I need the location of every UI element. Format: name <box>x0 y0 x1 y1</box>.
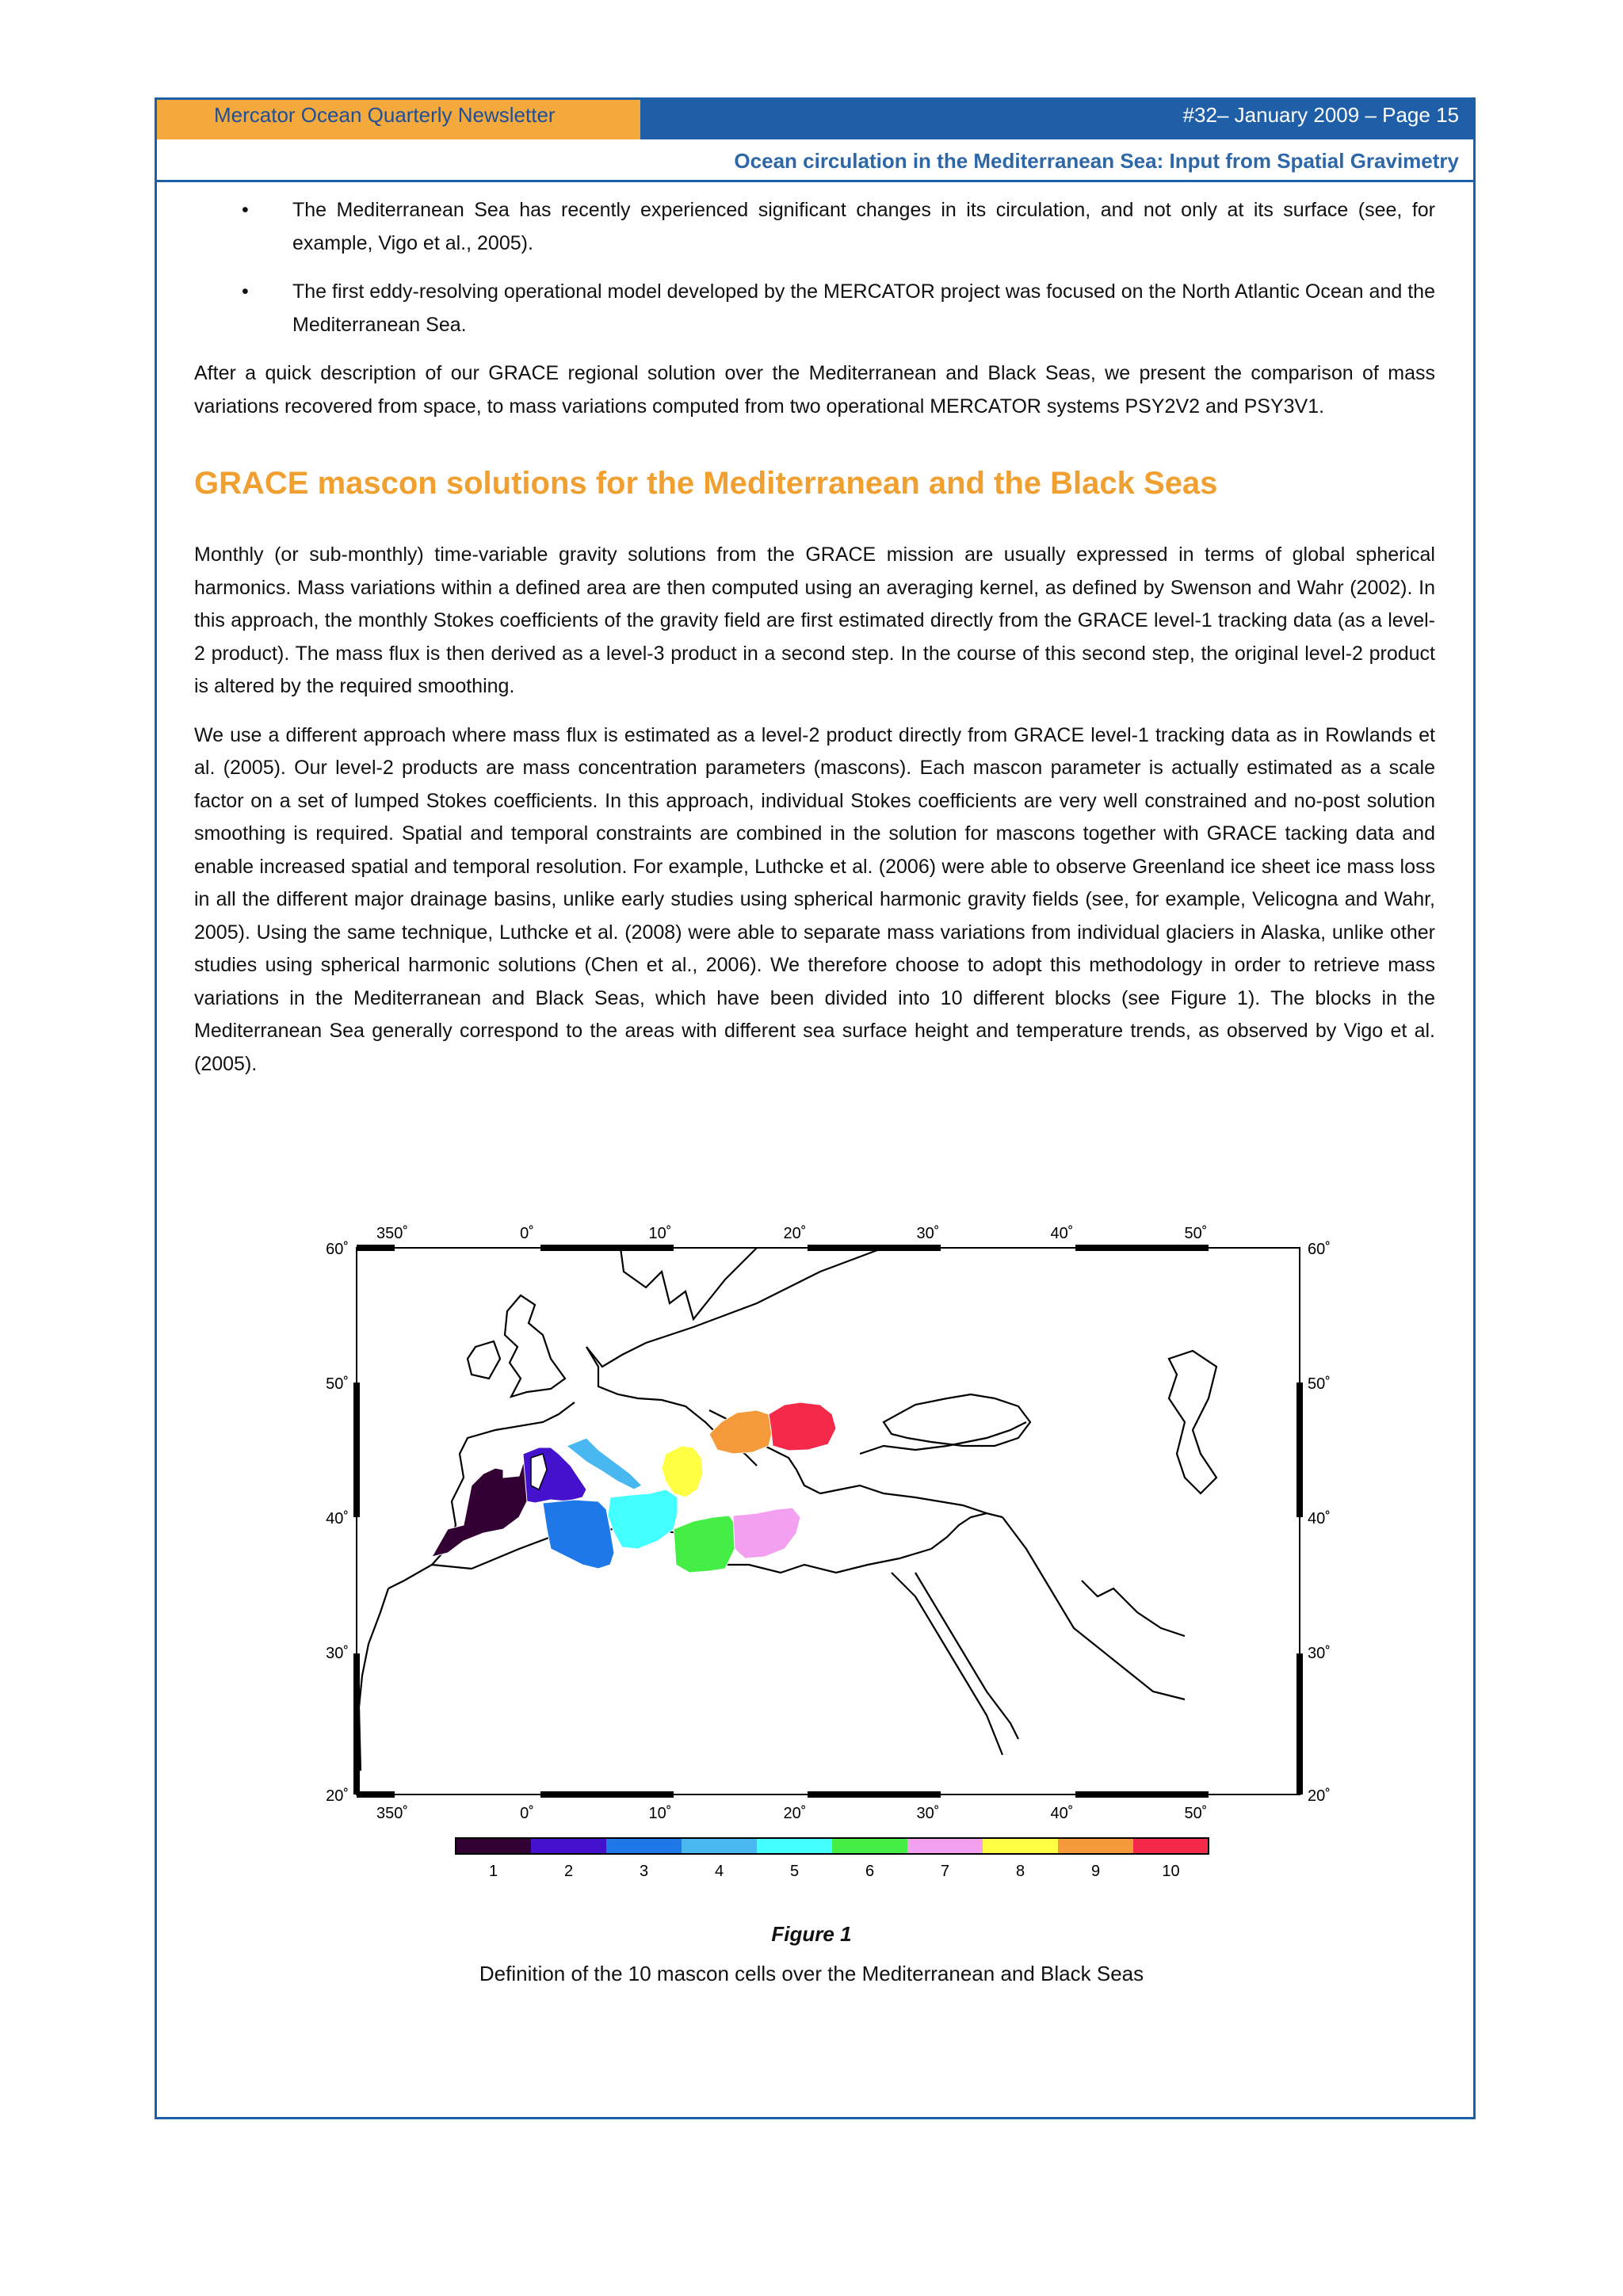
lon-label: 30˚ <box>916 1225 940 1242</box>
colorbar-swatch <box>983 1838 1058 1854</box>
bullet-item <box>194 194 1435 260</box>
colorbar-label: 5 <box>789 1863 800 1880</box>
bullet-text: The first eddy-resolving operational model developed by the MERCATOR project was focused on the North Atlantic Ocean and the Mediterranean Sea. <box>292 280 1435 336</box>
lon-label: 10˚ <box>648 1805 672 1822</box>
issue-page-label: #32– January 2009 – Page 15 <box>640 100 1473 139</box>
newsletter-title: Mercator Ocean Quarterly Newsletter <box>157 100 640 139</box>
lat-label: 30˚ <box>326 1645 349 1662</box>
colorbar <box>456 1838 1209 1880</box>
colorbar-swatch <box>832 1838 907 1854</box>
lat-label: 20˚ <box>1308 1787 1331 1805</box>
mascon-cell-10 <box>769 1402 836 1451</box>
colorbar-swatch <box>606 1838 682 1854</box>
lat-label: 50˚ <box>326 1375 349 1393</box>
bullet-text: The Mediterranean Sea has recently experienced significant changes in its circulation, and not only at its surface (see, for example, Vigo et al., 2005). <box>292 199 1435 254</box>
colorbar-swatch <box>682 1838 757 1854</box>
lon-label: 350˚ <box>376 1225 409 1242</box>
colorbar-label: 8 <box>1015 1863 1025 1880</box>
figure-title: Figure 1 <box>771 1922 852 1946</box>
lon-label: 20˚ <box>783 1225 807 1242</box>
article-title: Ocean circulation in the Mediterranean Sea: Input from Spatial Gravimetry <box>157 139 1473 182</box>
colorbar-label: 2 <box>563 1863 574 1880</box>
colorbar-label: 10 <box>1162 1863 1180 1880</box>
colorbar-label: 7 <box>940 1863 950 1880</box>
colorbar-swatch <box>1133 1838 1209 1854</box>
bullet-item <box>194 276 1435 341</box>
colorbar-label: 4 <box>714 1863 724 1880</box>
colorbar-swatch <box>907 1838 983 1854</box>
figure-caption: Definition of the 10 mascon cells over the Mediterranean and Black Seas <box>479 1962 1144 1985</box>
lat-label: 30˚ <box>1308 1645 1331 1662</box>
lat-labels-right <box>1308 1241 1331 1805</box>
colorbar-swatch <box>1058 1838 1133 1854</box>
lon-labels-bottom <box>376 1805 1207 1822</box>
lon-label: 50˚ <box>1184 1225 1208 1242</box>
colorbar-swatch <box>456 1838 531 1854</box>
lat-label: 40˚ <box>326 1510 349 1527</box>
lat-label: 20˚ <box>326 1787 349 1805</box>
article-body <box>194 194 1435 1097</box>
colorbar-swatch <box>757 1838 832 1854</box>
intro-paragraph: After a quick description of our GRACE regional solution over the Mediterranean and Black Seas, we present the comparison of mass variations recovered from space, to mass variations computed from two operational MERCATOR systems PSY2V2 and PSY3V1. <box>194 362 1435 418</box>
colorbar-label: 9 <box>1090 1863 1101 1880</box>
lon-label: 30˚ <box>916 1805 940 1822</box>
lon-label: 350˚ <box>376 1805 409 1822</box>
lon-label: 0˚ <box>520 1225 534 1242</box>
lat-labels-left <box>326 1241 349 1805</box>
lat-label: 50˚ <box>1308 1375 1331 1393</box>
body-paragraph: Monthly (or sub-monthly) time-variable gravity solutions from the GRACE mission are usually expressed in terms of global spherical harmonics. Mass variations within a defined area are then computed using an averaging kernel, as defined by Swenson and Wahr (2002). In this approach, the monthly Stokes coefficients of the gravity field are first estimated directly from the GRACE level-1 tracking data (as a level-2 product). The mass flux is then derived as a level-3 product in a second step. In the course of this second step, the original level-2 product is altered by the required smoothing. <box>194 543 1435 697</box>
lat-label: 60˚ <box>1308 1241 1331 1258</box>
colorbar-swatch <box>531 1838 606 1854</box>
bullet-icon: • <box>242 280 249 303</box>
lon-label: 40˚ <box>1050 1805 1074 1822</box>
colorbar-label: 1 <box>488 1863 498 1880</box>
lon-labels-top <box>376 1225 1207 1242</box>
lon-label: 40˚ <box>1050 1225 1074 1242</box>
mascon-map <box>313 1216 1343 1897</box>
lat-label: 60˚ <box>326 1241 349 1258</box>
colorbar-label: 6 <box>865 1863 875 1880</box>
lon-label: 50˚ <box>1184 1805 1208 1822</box>
lat-label: 40˚ <box>1308 1510 1331 1527</box>
lon-label: 10˚ <box>648 1225 672 1242</box>
lon-label: 0˚ <box>520 1805 534 1822</box>
bullet-icon: • <box>242 199 249 221</box>
lon-label: 20˚ <box>783 1805 807 1822</box>
section-heading: GRACE mascon solutions for the Mediterranean and the Black Seas <box>194 466 1218 501</box>
body-paragraph: We use a different approach where mass flux is estimated as a level-2 product directly from GRACE level-1 tracking data as in Rowlands et al. (2005). Our level-2 products are mass concentration parameters (mascons). Each mascon parameter is actually estimated as a scale factor on a set of lumped Stokes coefficients. In this approach, individual Stokes coefficients are very well constrained and no-post solution smoothing is required. Spatial and temporal constraints are combined in the solution for mascons together with GRACE tacking data and enable increased spatial and temporal resolution. For example, Luthcke et al. (2006) were able to observe Greenland ice sheet ice mass loss in all the different major drainage basins, unlike early studies using spherical harmonic gravity fields (see, for example, Velicogna and Wahr, 2005). Using the same technique, Luthcke et al. (2008) were able to separate mass variations from individual glaciers in Alaska, unlike other studies using spherical harmonic solutions (Chen et al., 2006). We therefore choose to adopt this methodology in order to retrieve mass variations in the Mediterranean and Black Seas, which have been divided into 10 different blocks (see Figure 1). The blocks in the Mediterranean Sea generally correspond to the areas with different sea surface height and temperature trends, as observed by Vigo et al. (2005). <box>194 723 1435 1075</box>
mascon-map-figure <box>313 1216 1343 1897</box>
colorbar-label: 3 <box>639 1863 649 1880</box>
